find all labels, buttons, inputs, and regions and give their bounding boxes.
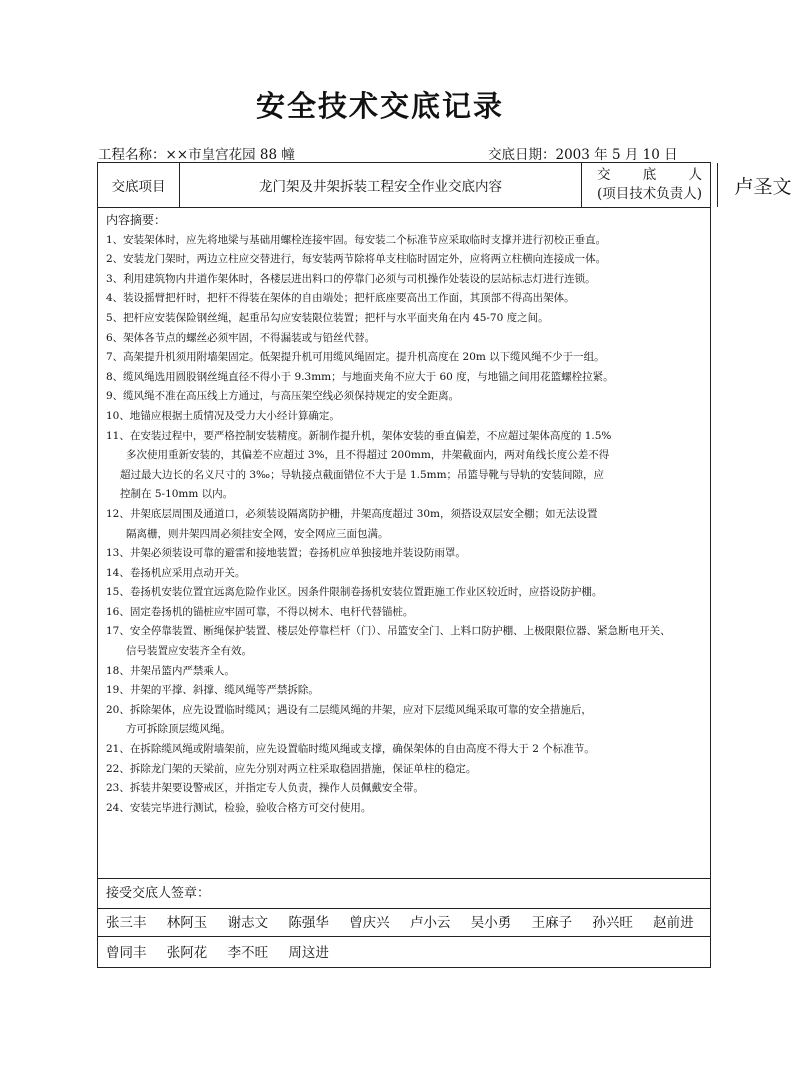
content-line: 24、安装完毕进行测试，检验，验收合格方可交付使用。 xyxy=(106,801,372,814)
content-line: 1、安装架体时，应先将地梁与基础用螺栓连接牢固。每安装二个标准节应采取临时支撑并进行初校正垂直。 xyxy=(106,233,607,246)
document-title: 安全技术交底记录 xyxy=(255,89,504,123)
project-name: 工程名称：××市皇宫花园 88 幢 xyxy=(98,147,295,163)
signer-name: 谢志文 xyxy=(227,915,269,931)
signature-row-2 xyxy=(98,936,710,968)
person-name: 卢圣文 xyxy=(734,175,792,198)
content-line: 21、在拆除缆风绳或附墙架前，应先设置临时缆风绳或支撑，确保架体的自由高度不得大于 2 个标准节。 xyxy=(106,743,595,756)
signer-name: 卢小云 xyxy=(409,915,451,931)
content-line: 7、高架提升机须用附墙架固定。低架提升机可用缆风绳固定。提升机高度在 20m 以下缆风绳不少于一组。 xyxy=(106,351,605,364)
content-line: 4、装设摇臂把杆时，把杆不得装在架体的自由端处；把杆底座要高出工作面，其顶部不得高出架体。 xyxy=(106,292,575,305)
signer-name: 张三丰 xyxy=(106,915,147,931)
content-line: 3、利用建筑物内井道作架体时，各楼层进出料口的停靠门必须与司机操作处装设的层站标志灯进行连锁。 xyxy=(106,272,596,285)
signer-name: 林阿玉 xyxy=(166,915,208,931)
signer-name: 曾庆兴 xyxy=(349,915,390,931)
content-line: 18、井架吊篮内严禁乘人。 xyxy=(106,664,235,677)
content-line: 15、卷扬机安装位置宜远离危险作业区。因条件限制卷扬机安装位置距施工作业区较近时，应搭设防护棚。 xyxy=(106,586,603,599)
content-line: 17、安全停靠装置、断绳保护装置、楼层处停靠栏杆（门）、吊篮安全门、上料口防护棚、上极限限位器、紧急断电开关、 xyxy=(106,625,671,638)
content-line: 方可拆除顶层缆风绳。 xyxy=(126,723,231,736)
content-line: 6、架体各节点的螺丝必须牢固，不得漏装或与铅丝代替。 xyxy=(106,331,376,344)
content-line: 信号装置应安装齐全有效。 xyxy=(126,645,252,658)
signer-name: 吴小勇 xyxy=(470,915,512,931)
content-line: 10、地锚应根据土质情况及受力大小经计算确定。 xyxy=(106,409,340,422)
content-line: 9、缆风绳不准在高压线上方通过，与高压架空线必须保持规定的安全距离。 xyxy=(106,390,460,403)
item-value: 龙门架及井架拆装工程安全作业交底内容 xyxy=(180,163,582,207)
signer-name: 孙兴旺 xyxy=(592,915,633,931)
signer-name: 陈强华 xyxy=(288,915,329,931)
content-line: 5、把杆应安装保险钢丝绳，起重吊勾应安装限位装置；把杆与水平面夹角在内 45-70 度之间。 xyxy=(106,311,549,324)
person-label-cell xyxy=(582,163,718,207)
header-row xyxy=(98,163,792,208)
content-summary xyxy=(106,211,706,818)
person-label: 交 底 人 xyxy=(596,167,717,183)
content-line: 14、卷扬机应采用点动开关。 xyxy=(106,566,246,579)
signer-name: 张阿花 xyxy=(166,945,208,961)
record-table xyxy=(97,162,792,968)
signer-name: 李不旺 xyxy=(227,945,269,961)
content-line: 8、缆风绳选用圆股钢丝绳直径不得小于 9.3mm；与地面夹角不应大于 60 度，与地锚之间用花篮螺栓拉紧。 xyxy=(106,370,614,383)
content-line: 多次使用重新安装的，其偏差不应超过 3%，且不得超过 200mm，井架截面内，两对角线长度公差不得 xyxy=(126,449,610,462)
content-line: 11、在安装过程中，要严格控制安装精度。新制作提升机，架体安装的垂直偏差，不应超过架体高度的 1.5% xyxy=(106,429,612,442)
signature-label: 接受交底人签章： xyxy=(98,878,710,908)
content-line: 13、井架必须装设可靠的避雷和接地装置；卷扬机应单独接地并装设防雨罩。 xyxy=(106,547,466,560)
content-line: 控制在 5-10mm 以内。 xyxy=(120,488,234,501)
content-line: 隔离栅，则井架四周必须挂安全网，安全网应三面包满。 xyxy=(126,527,389,540)
handover-date: 交底日期：2003 年 5 月 10 日 xyxy=(488,147,678,163)
summary-label: 内容摘要： xyxy=(106,213,167,227)
content-line: 2、安装龙门架时，两边立柱应交替进行，每安装两节除将单支柱临时固定外，应将两立柱横向连接成一体。 xyxy=(106,253,607,266)
content-line: 超过最大边长的名义尺寸的 3‰；导轨接点截面错位不大于是 1.5mm；吊篮导靴与导轨的安装间隙，应 xyxy=(120,468,605,481)
content-line: 20、拆除架体，应先设置临时缆风；遇设有二层缆风绳的井架，应对下层缆风绳采取可靠的安全措施后， xyxy=(106,703,592,716)
signer-name: 周这进 xyxy=(288,945,329,961)
content-line: 12、井架底层周围及通道口，必须装设隔离防护栅，井架高度超过 30m，须搭设双层安全棚；如无法设置 xyxy=(106,507,598,520)
item-label: 交底项目 xyxy=(98,163,180,207)
content-line: 16、固定卷扬机的锚桩应牢固可靠，不得以树木、电杆代替锚桩。 xyxy=(106,605,414,618)
content-line: 22、拆除龙门架的天梁前，应先分别对两立柱采取稳固措施，保证单柱的稳定。 xyxy=(106,762,477,775)
content-line: 19、井架的平撑、斜撑、缆风绳等严禁拆除。 xyxy=(106,684,319,697)
signer-name: 赵前进 xyxy=(653,915,694,931)
signer-name: 王麻子 xyxy=(531,915,573,931)
person-sub-label: (项目技术负责人) xyxy=(596,186,703,202)
signature-row-1 xyxy=(98,908,710,936)
content-line: 23、拆装井架要设警戒区，并指定专人负责，操作人员佩戴安全带。 xyxy=(106,782,424,795)
signer-name: 曾同丰 xyxy=(106,945,147,961)
